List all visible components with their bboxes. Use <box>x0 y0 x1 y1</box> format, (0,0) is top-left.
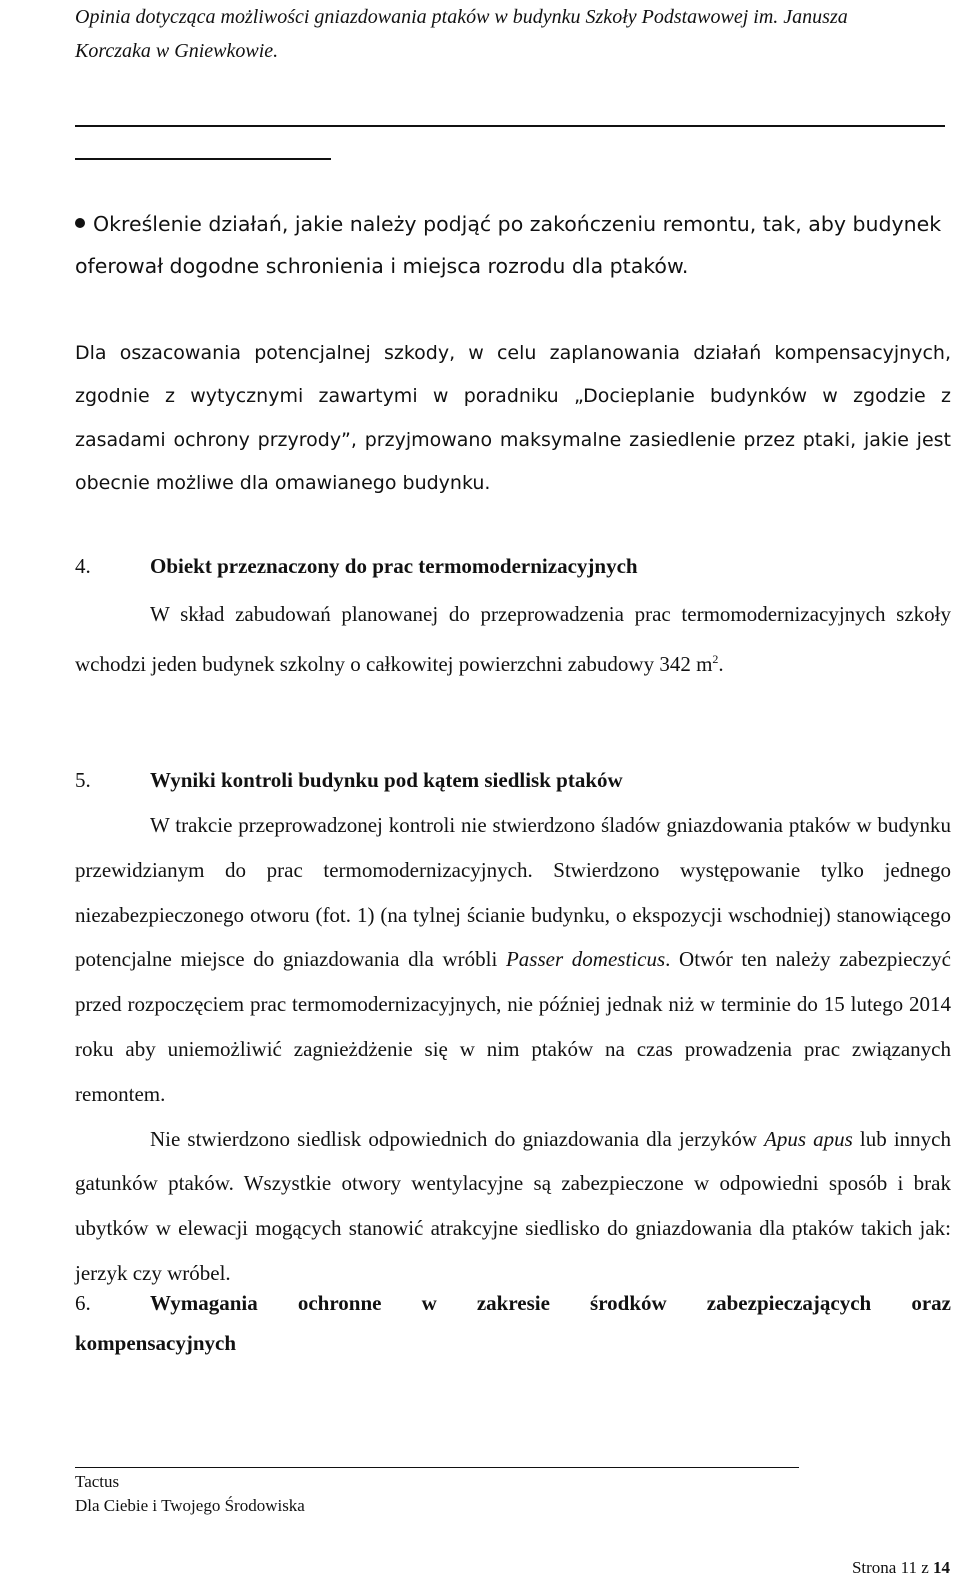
bullet-line-2: oferował dogodne schronienia i miejsca rozrodu dla ptaków. <box>75 254 689 278</box>
area-unit-superscript: 2 <box>712 651 719 666</box>
document-header <box>75 0 951 68</box>
section-5-text <box>75 803 951 1296</box>
bullet-item <box>75 203 951 287</box>
header-divider-short <box>75 158 331 160</box>
footer-divider <box>75 1467 799 1468</box>
footer-company: Tactus <box>75 1472 120 1491</box>
page-current: 11 <box>900 1558 917 1577</box>
section-5-paragraph-2 <box>75 1117 951 1296</box>
section-5-p2-start: Nie stwierdzono siedlisk odpowiednich do gniazdowania dla jerzyków <box>150 1126 765 1151</box>
section-5-p2-end: lub innych gatunków ptaków. Wszystkie otwory wentylacyjne są zabezpieczone w odpowiedni sposób i brak ubytków w elewacji mogących stanowić atrakcyjne siedlisko do gniazdowania dla ptaków takich jak: jerzyk czy wróbel. <box>75 1126 951 1285</box>
species-apus-apus: Apus apus <box>764 1126 853 1151</box>
assessment-paragraph: Dla oszacowania potencjalnej szkody, w celu zaplanowania działań kompensacyjnych, zgodnie z wytycznymi zawartymi w poradniku „Docieplanie budynków w zgodzie z zasadami ochrony przyrody”, przyjmowano maksymalne zasiedlenie przez ptaki, jakie jest obecnie możliwe dla omawianego budynku. <box>75 342 951 494</box>
section-6-title-line-2: kompensacyjnych <box>75 1331 237 1355</box>
section-4-text <box>75 592 951 686</box>
species-passer-domesticus: Passer domesticus <box>505 947 666 972</box>
page-separator: z <box>921 1558 929 1577</box>
section-5-p1-start: W trakcie przeprowadzonej kontroli nie stwierdzono śladów gniazdowania ptaków w budynku przewidzianym do prac termomodernizacyjnych. Stwierdzono występowanie tylko jednego niezabezpieczonego otworu (fot. 1) (na tylnej ścianie budynku, o ekspozycji wschodniej) stanowiącego potencjalne miejsce do gniazdowania dla wróbli <box>75 813 951 972</box>
bullet-dot-icon <box>75 218 85 228</box>
section-5-paragraph-1 <box>75 803 951 1117</box>
page-label: Strona <box>851 1558 897 1577</box>
section-4-number: 4. <box>75 554 91 578</box>
page-total: 14 <box>933 1558 950 1577</box>
section-5-title: Wyniki kontroli budynku pod kątem siedlisk ptaków <box>150 768 623 792</box>
section-6-number: 6. <box>75 1291 91 1315</box>
section-4-end: . <box>718 651 724 676</box>
page-number <box>852 1556 950 1580</box>
section-5-p1-end: . Otwór ten należy zabezpieczyć przed rozpoczęciem prac termomodernizacyjnych, nie później jednak niż w terminie do 15 lutego 2014 roku aby uniemożliwić zagnieżdżenie się w nim ptaków na czas prowadzenia prac związanych remontem. <box>75 947 952 1106</box>
section-6-title-line-1: Wymagania ochronne w zakresie środków zabezpieczających oraz <box>150 1291 951 1315</box>
bullet-line-1: Określenie działań, jakie należy podjąć po zakończeniu remontu, tak, aby budynek <box>93 212 942 236</box>
header-line-2: Korczaka w Gniewkowie. <box>75 40 279 62</box>
section-4-body: W skład zabudowań planowanej do przeprowadzenia prac termomodernizacyjnych szkoły wchodzi jeden budynek szkolny o całkowitej powierzchni zabudowy 342 m <box>75 602 951 676</box>
section-4-title: Obiekt przeznaczony do prac termomodernizacyjnych <box>150 554 638 578</box>
footer-slogan: Dla Ciebie i Twojego Środowiska <box>75 1496 305 1515</box>
header-line-1: Opinia dotycząca możliwości gniazdowania ptaków w budynku Szkoły Podstawowej im. Janusza <box>75 6 848 28</box>
section-5-number: 5. <box>75 768 91 792</box>
header-divider-long <box>75 125 945 127</box>
